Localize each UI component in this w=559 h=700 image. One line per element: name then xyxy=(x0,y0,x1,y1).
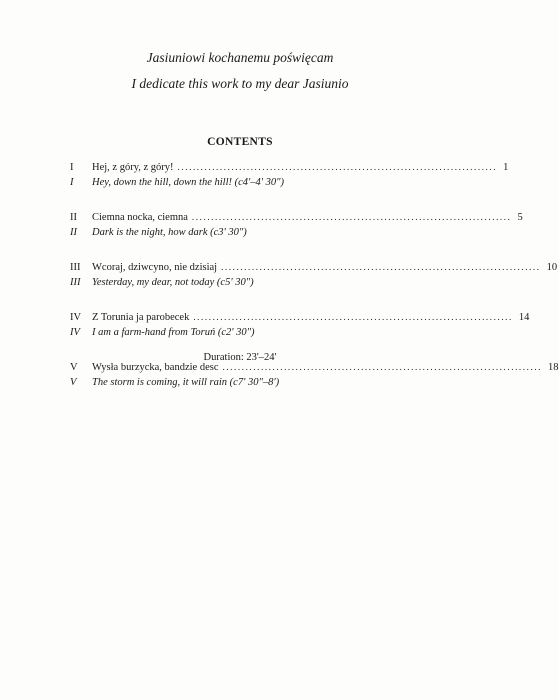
toc-entry xyxy=(70,210,523,240)
toc-title-en: I am a farm-hand from Toruń (c2' 30") xyxy=(92,327,255,338)
toc-page-number: 14 xyxy=(518,312,530,323)
toc-title-en: Hey, down the hill, down the hill! (c4'–4' 30") xyxy=(92,177,285,188)
dot-leader: ................................................................................... xyxy=(177,162,498,172)
toc-line-english xyxy=(70,325,390,340)
toc-numeral-en: I xyxy=(70,177,74,188)
toc-title: Ciemna nocka, ciemna xyxy=(92,212,188,223)
toc-numeral: V xyxy=(70,362,78,373)
toc-title-en: The storm is coming, it will rain (c7' 30"–8') xyxy=(92,377,280,388)
toc-entry xyxy=(70,310,530,340)
toc-line-english xyxy=(70,275,390,290)
toc-numeral-en: IV xyxy=(70,327,80,338)
contents-heading: CONTENTS xyxy=(207,136,273,148)
toc-entry xyxy=(70,360,559,390)
toc-title: Z Torunia ja parobecek xyxy=(92,312,190,323)
toc-numeral: III xyxy=(70,262,81,273)
toc-numeral-en: III xyxy=(70,277,81,288)
toc-entry xyxy=(70,160,509,190)
toc-numeral: IV xyxy=(70,312,82,323)
toc-line-polish[interactable] xyxy=(70,210,523,225)
toc-line-polish[interactable] xyxy=(70,160,509,175)
table-of-contents xyxy=(70,160,559,410)
toc-line-polish[interactable] xyxy=(70,310,530,325)
toc-title-en: Yesterday, my dear, not today (c5' 30") xyxy=(92,277,254,288)
dot-leader: ................................................................................... xyxy=(191,212,512,222)
toc-page-number: 1 xyxy=(503,162,509,173)
toc-numeral: II xyxy=(70,212,77,223)
toc-numeral-en: V xyxy=(70,377,77,388)
toc-page-number: 18 xyxy=(548,362,559,373)
toc-line-polish[interactable] xyxy=(70,260,558,275)
toc-numeral: I xyxy=(70,162,74,173)
toc-line-english xyxy=(70,225,390,240)
dot-leader: ................................................................................... xyxy=(221,262,541,272)
toc-entry xyxy=(70,260,558,290)
dedication-polish: Jasiuniowi kochanemu poświęcam xyxy=(146,50,334,65)
dedication-english: I dedicate this work to my dear Jasiunio xyxy=(131,76,349,91)
toc-line-english xyxy=(70,375,390,390)
toc-title: Wysła burzycka, bandzie desc xyxy=(92,362,219,373)
total-duration: Duration: 23'–24' xyxy=(203,352,277,363)
dot-leader: ................................................................................... xyxy=(222,362,543,372)
dot-leader: ................................................................................... xyxy=(193,312,513,322)
toc-title-en: Dark is the night, how dark (c3' 30") xyxy=(92,227,247,238)
toc-title: Hej, z góry, z góry! xyxy=(92,162,174,173)
toc-numeral-en: II xyxy=(70,227,77,238)
toc-title: Wcoraj, dziwcyno, nie dzisiaj xyxy=(92,262,218,273)
toc-line-english xyxy=(70,175,390,190)
toc-page-number: 5 xyxy=(517,212,523,223)
toc-page-number: 10 xyxy=(546,262,558,273)
